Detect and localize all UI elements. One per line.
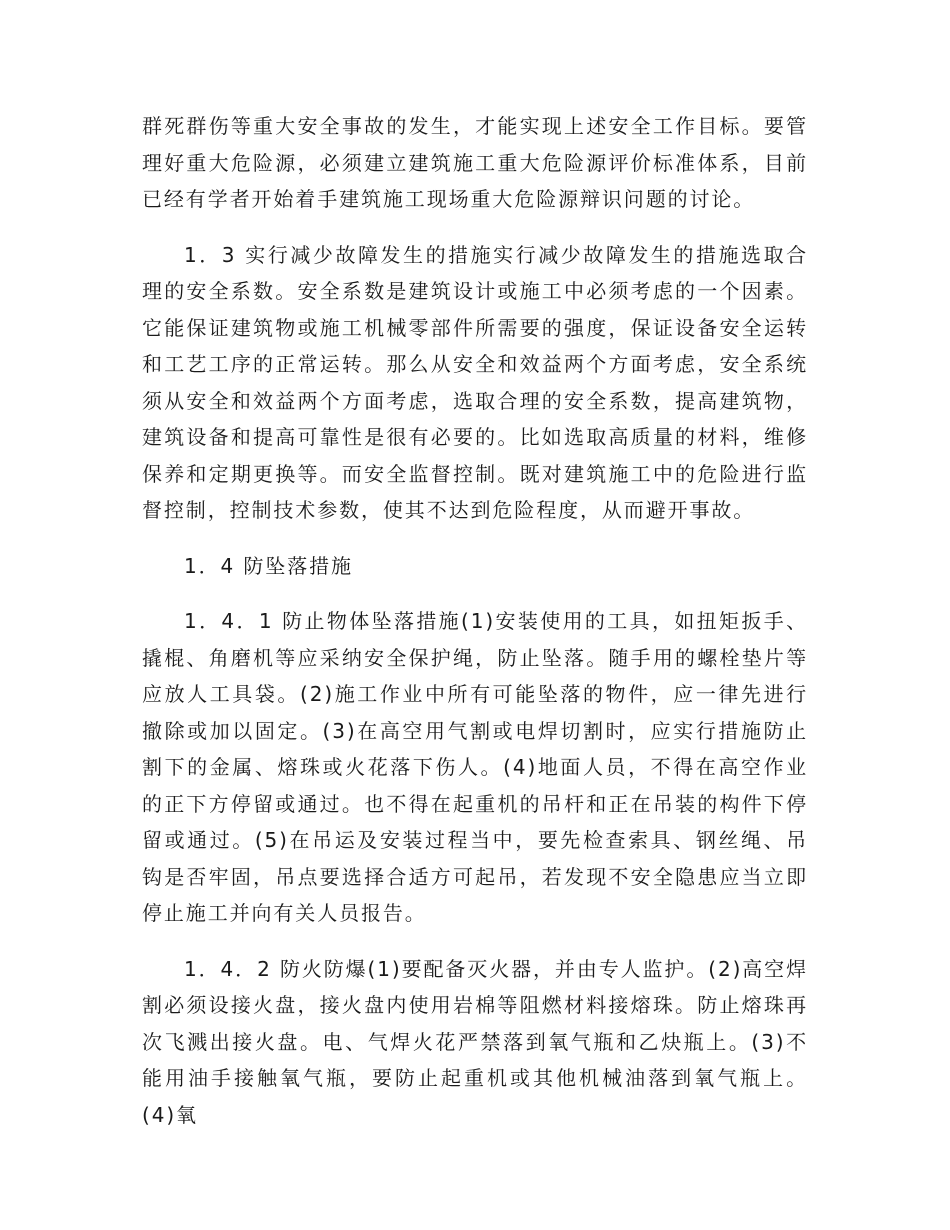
- paragraph-section-1-3: 1．3 实行减少故障发生的措施实行减少故障发生的措施选取合理的安全系数。安全系数是建筑设计或施工中必须考虑的一个因素。它能保证建筑物或施工机械零部件所需要的强度，保证设备安全运转和工艺工序的正常运转。那么从安全和效益两个方面考虑，安全系统须从安全和效益两个方面考虑，选取合理的安全系数，提高建筑物，建筑设备和提高可靠性是很有必要的。比如选取高质量的材料，维修保养和定期更换等。而安全监督控制。既对建筑施工中的危险进行监督控制，控制技术参数，使其不达到危险程度，从而避开事故。: [142, 242, 808, 522]
- heading-section-1-4: 1．4 防坠落措施: [184, 553, 353, 578]
- document-body: [142, 108, 808, 1152]
- paragraph-section-1-4-2: 1．4．2 防火防爆(1)要配备灭火器，并由专人监护。(2)高空焊割必须设接火盘，接火盘内使用岩棉等阻燃材料接熔珠。防止熔珠再次飞溅出接火盘。电、气焊火花严禁落到氧气瓶和乙炔瓶上。(3)不能用油手接触氧气瓶，要防止起重机或其他机械油落到氧气瓶上。(4)氧: [142, 956, 808, 1127]
- paragraph-continuation: 群死群伤等重大安全事故的发生，才能实现上述安全工作目标。要管理好重大危险源，必须建立建筑施工重大危险源评价标准体系，目前已经有学者开始着手建筑施工现场重大危险源辩识问题的讨论。: [142, 114, 808, 211]
- paragraph-section-1-4-1: 1．4．1 防止物体坠落措施(1)安装使用的工具，如扭矩扳手、撬棍、角磨机等应采纳安全保护绳，防止坠落。随手用的螺栓垫片等应放人工具袋。(2)施工作业中所有可能坠落的物件，应一律先进行撤除或加以固定。(3)在高空用气割或电焊切割时，应实行措施防止割下的金属、熔珠或火花落下伤人。(4)地面人员，不得在高空作业的正下方停留或通过。也不得在起重机的吊杆和正在吊装的构件下停留或通过。(5)在吊运及安装过程当中，要先检查索具、钢丝绳、吊钩是否牢固，吊点要选择合适方可起吊，若发现不安全隐患应当立即停止施工并向有关人员报告。: [142, 609, 808, 925]
